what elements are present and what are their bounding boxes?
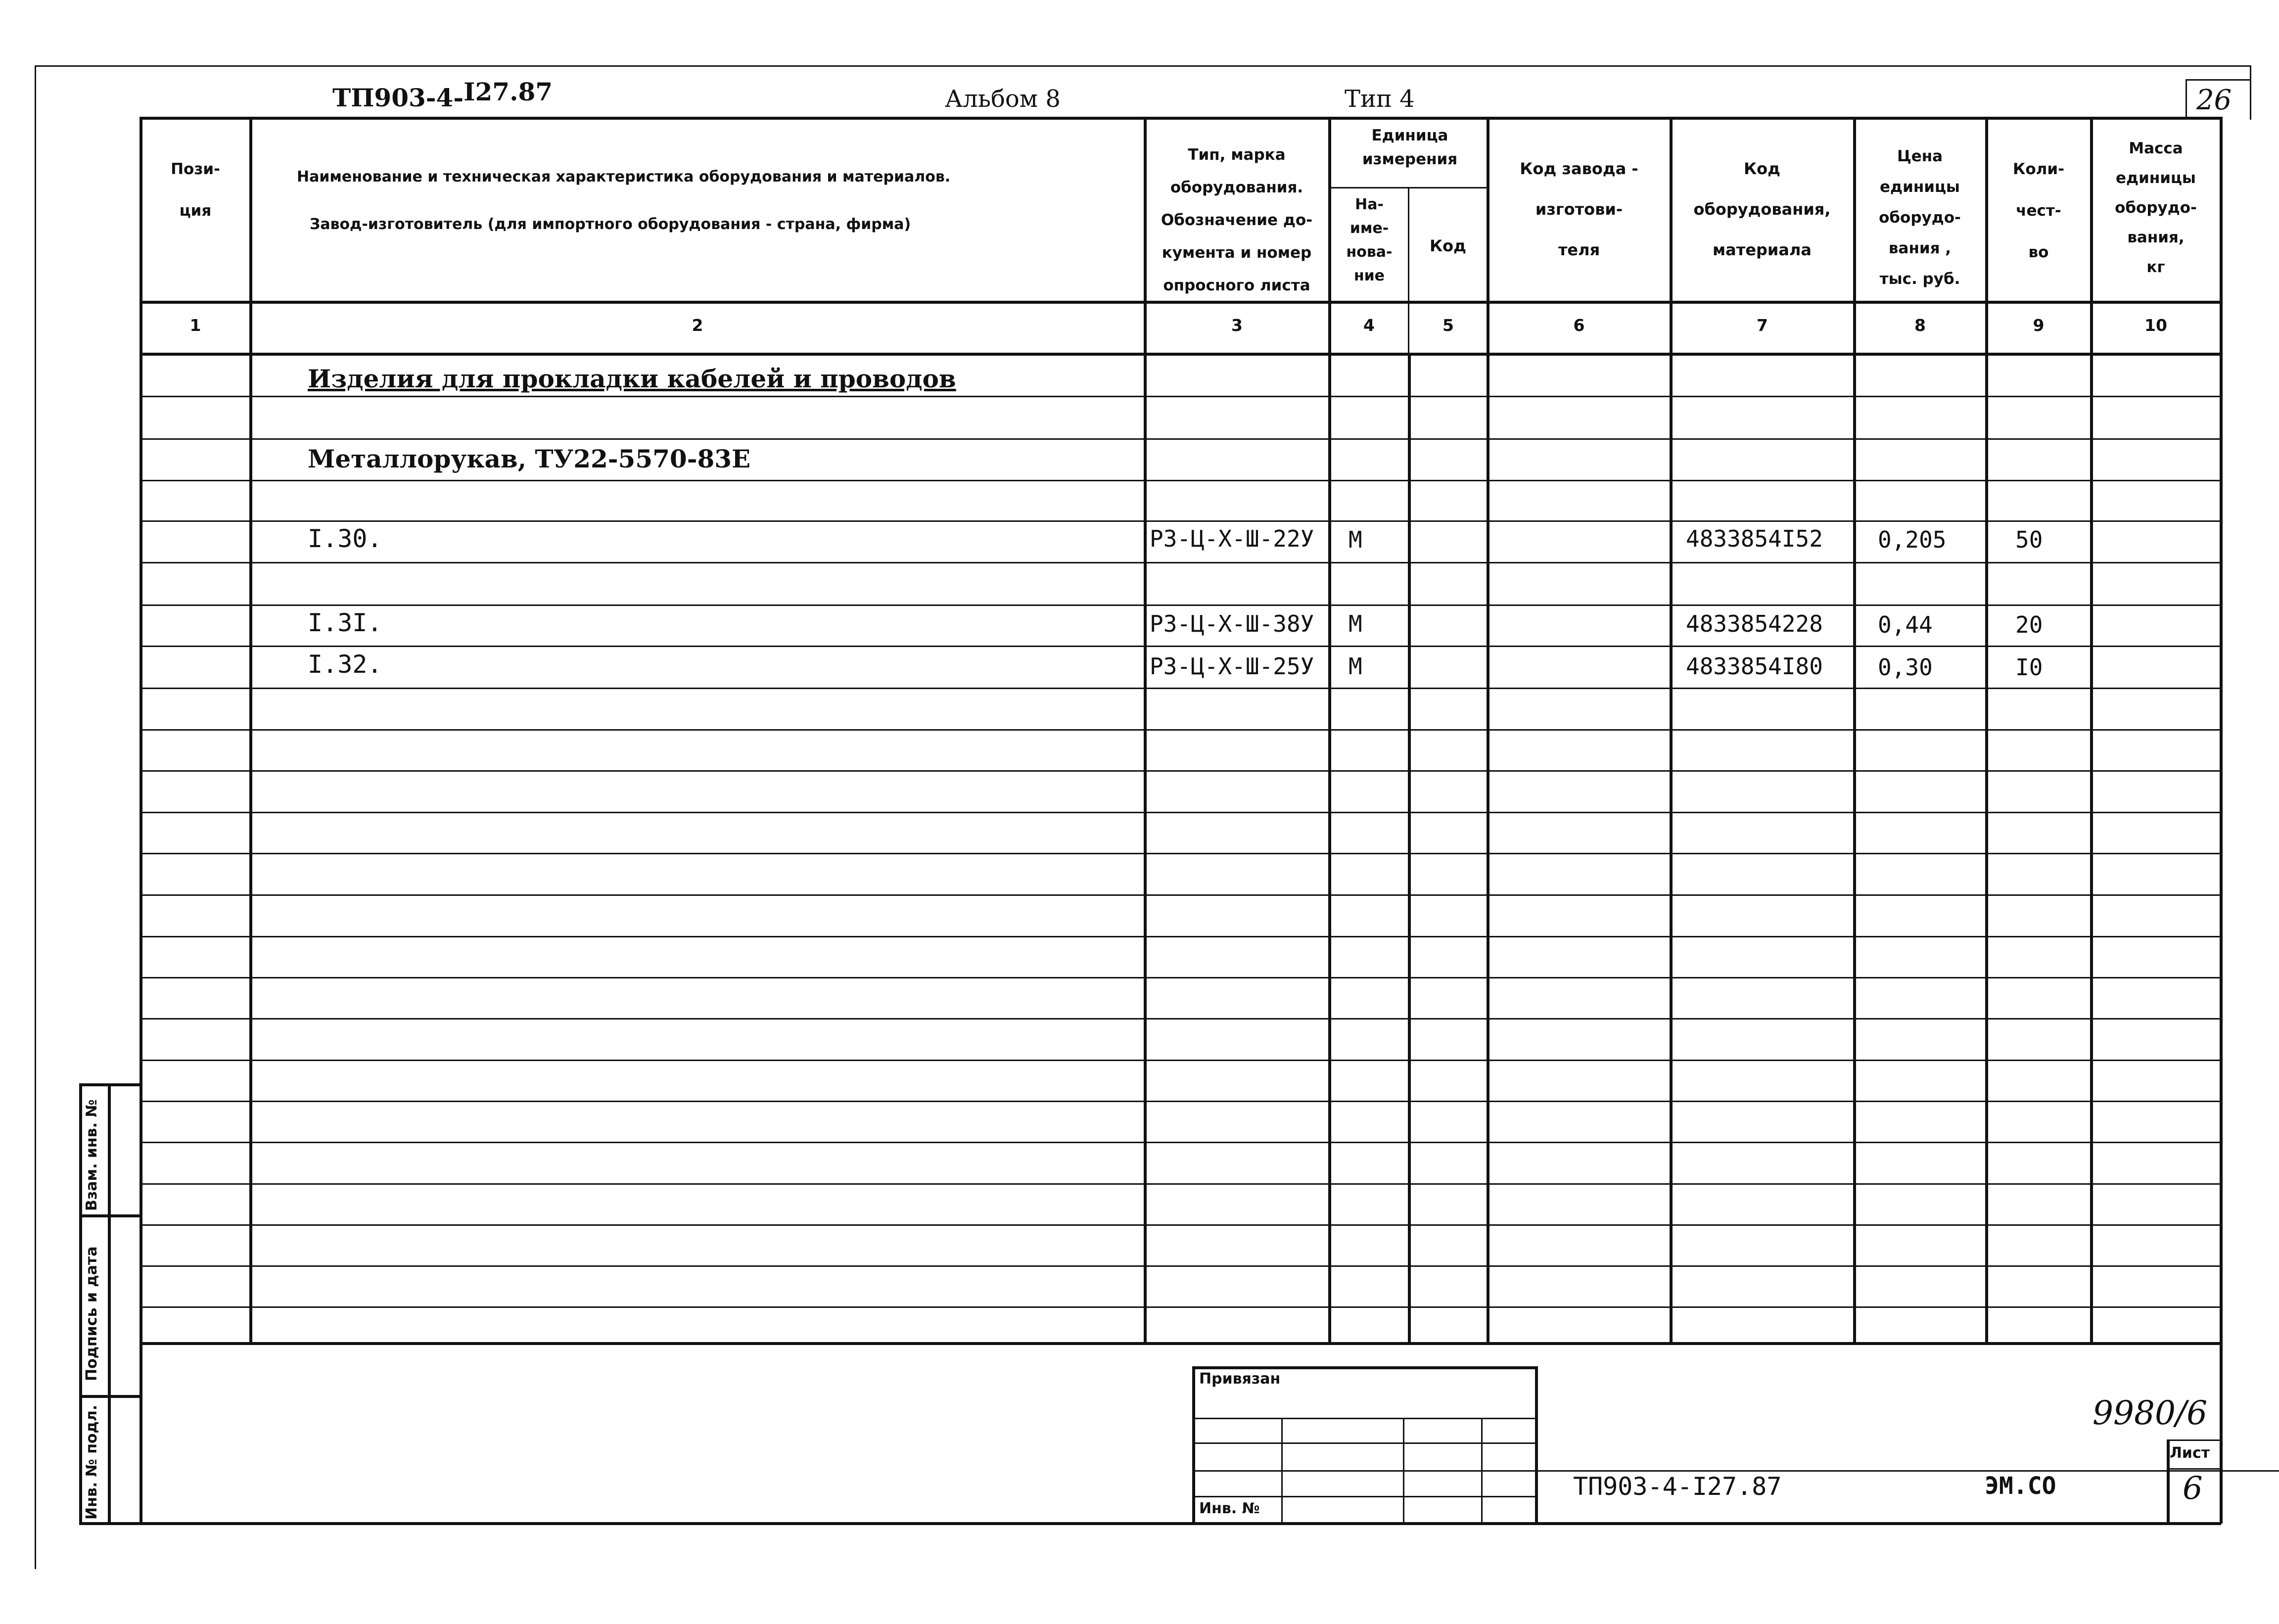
column-number-6: 6 [1573, 316, 1585, 335]
header-price-l1: Цена [1897, 147, 1943, 165]
inventory-label: Инв. № [1199, 1500, 1260, 1517]
row-code: 4833854I80 [1686, 653, 1823, 680]
header-equipment-code [1673, 148, 1851, 270]
header-equip-l3: материала [1713, 240, 1812, 259]
margin-mark [35, 1533, 36, 1563]
archive-number: 9980/6 [2093, 1394, 2208, 1432]
header-position [143, 148, 247, 232]
row-code: 4833854I52 [1686, 525, 1823, 552]
header-unit [1336, 124, 1484, 171]
row-code: 4833854228 [1686, 610, 1823, 637]
row-unit: М [1349, 653, 1362, 680]
header-unit-name-l4: ние [1353, 267, 1385, 284]
side-stamp-replaced-inv: Взам. инв. № [83, 1099, 100, 1211]
header-type-l5: опросного листа [1163, 277, 1310, 294]
page-number: 26 [2196, 84, 2232, 116]
row-qty: 50 [2015, 526, 2043, 553]
header-price-l5: тыс. руб. [1879, 270, 1960, 288]
type-label: Тип 4 [1345, 85, 1415, 113]
header-unit-name-l2: име- [1349, 220, 1389, 237]
header-plant-l3: теля [1558, 240, 1600, 259]
row-qty: I0 [2015, 654, 2043, 681]
header-position-l2: ция [179, 202, 212, 220]
row-unit: М [1349, 610, 1362, 637]
header-unit-label: Единица измерения [1362, 127, 1458, 168]
column-number-1: 1 [189, 316, 201, 335]
header-name [297, 153, 1128, 248]
header-mass-l3: оборудо- [2115, 199, 2197, 217]
header-position-l1: Пози- [171, 160, 220, 178]
row-unit: М [1349, 526, 1362, 553]
row-name: I.32. [308, 650, 382, 679]
row-price: 0,30 [1878, 654, 1933, 681]
header-equip-l1: Код [1744, 159, 1780, 178]
header-qty-l1: Коли- [2013, 160, 2064, 178]
row-name: I.3I. [308, 608, 382, 637]
header-unit-price [1856, 141, 1984, 294]
header-name-l2: Завод-изготовитель (для импортного оборудования - страна, фирма) [310, 216, 911, 233]
column-number-5: 5 [1442, 316, 1454, 335]
row-type-mark: Р3-Ц-Х-Ш-25У [1150, 653, 1314, 680]
subsection-title: Металлорукав, ТУ22-5570-83Е [308, 444, 751, 473]
column-number-9: 9 [2033, 316, 2045, 335]
header-qty-l2: чест- [2016, 202, 2061, 220]
column-number-10: 10 [2144, 316, 2167, 335]
header-price-l3: оборудо- [1879, 209, 1961, 227]
column-number-2: 2 [692, 316, 703, 335]
header-type-mark [1147, 139, 1327, 302]
header-plant-l1: Код завода - [1520, 159, 1638, 178]
column-number-4: 4 [1363, 316, 1375, 335]
row-qty: 20 [2015, 611, 2043, 638]
header-price-l4: вания , [1888, 239, 1952, 257]
doc-code-prefix: ТП903-4- [332, 83, 464, 112]
title-block-sheet-code: ЭМ.СО [1985, 1472, 2056, 1500]
sheet-label: Лист [2170, 1444, 2210, 1462]
header-qty-l3: во [2028, 243, 2049, 261]
document-code-top [332, 77, 553, 112]
header-price-l2: единицы [1880, 178, 1960, 196]
header-unit-name-l1: На- [1355, 196, 1384, 213]
section-title: Изделия для прокладки кабелей и проводов [308, 364, 956, 393]
column-number-8: 8 [1914, 316, 1926, 335]
header-plant-l2: изготови- [1535, 200, 1623, 219]
side-stamp-signature-date: Подпись и дата [83, 1246, 100, 1381]
sheet-number: 6 [2183, 1470, 2203, 1507]
header-unit-code: Код [1430, 236, 1466, 255]
row-type-mark: Р3-Ц-Х-Ш-22У [1150, 525, 1314, 552]
header-quantity [1989, 148, 2089, 273]
row-type-mark: Р3-Ц-Х-Ш-38У [1150, 610, 1314, 637]
attached-label: Привязан [1199, 1370, 1281, 1388]
header-type-l3: Обозначение до- [1161, 211, 1313, 229]
header-type-l2: оборудования. [1170, 179, 1303, 196]
header-plant-code [1490, 148, 1668, 270]
side-stamp-original-inv: Инв. № подл. [83, 1404, 100, 1520]
header-mass-l1: Масса [2129, 139, 2183, 157]
header-type-l1: Тип, марка [1188, 146, 1286, 164]
header-mass-l5: кг [2146, 258, 2165, 276]
album-label: Альбом 8 [945, 85, 1061, 113]
header-type-l4: кумента и номер [1162, 244, 1312, 262]
column-number-3: 3 [1231, 316, 1243, 335]
header-mass-l2: единицы [2116, 169, 2196, 187]
header-unit-mass [2093, 134, 2218, 282]
header-unit-name [1333, 193, 1406, 288]
header-equip-l2: оборудования, [1693, 200, 1831, 219]
doc-code-number: I27.87 [464, 77, 553, 106]
row-name: I.30. [308, 524, 382, 553]
header-mass-l4: вания, [2127, 229, 2185, 246]
row-price: 0,205 [1878, 526, 1947, 553]
header-name-l1: Наименование и техническая характеристика оборудования и материалов. [297, 168, 951, 186]
column-number-7: 7 [1757, 316, 1768, 335]
header-unit-name-l3: нова- [1346, 243, 1393, 261]
row-price: 0,44 [1878, 611, 1933, 638]
title-block-doc-code: ТП903-4-I27.87 [1573, 1472, 1782, 1501]
